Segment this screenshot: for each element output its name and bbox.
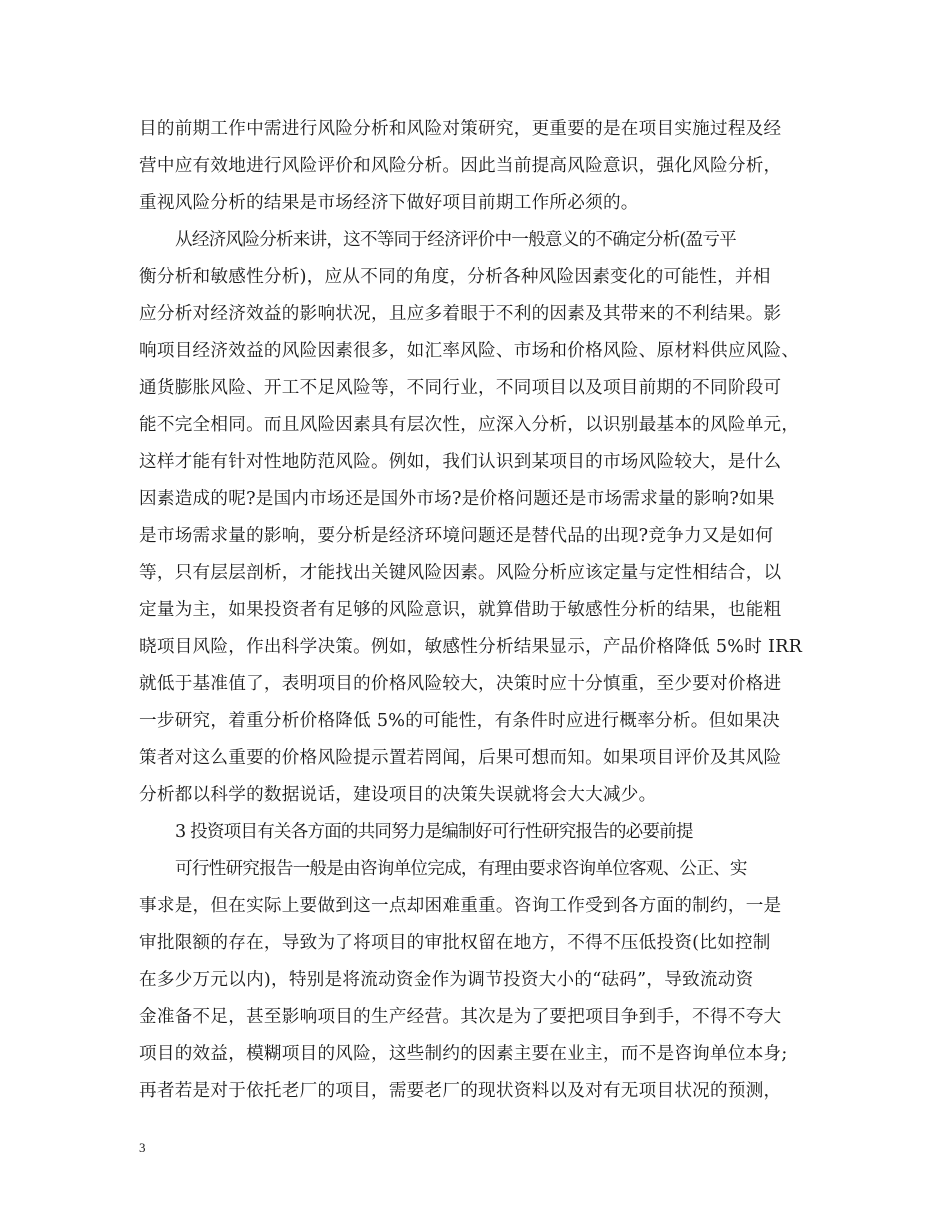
paragraph-3-line: 在多少万元以内)，特别是将流动资金作为调节投资大小的“砝码”，导致流动资	[139, 970, 754, 990]
paragraph-2-line: 能不完全相同。而且风险因素具有层次性，应深入分析，以识别最基本的风险单元，	[139, 415, 800, 435]
paragraph-2-line: 晓项目风险，作出科学决策。例如，敏感性分析结果显示，产品价格降低 5%时 IRR	[139, 637, 803, 657]
paragraph-2-line: 通货膨胀风险、开工不足风险等，不同行业，不同项目以及项目前期的不同阶段可	[139, 378, 782, 398]
section-heading: 3 投资项目有关各方面的共同努力是编制好可行性研究报告的必要前提	[175, 822, 693, 842]
paragraph-2-line: 因素造成的呢?是国内市场还是国外市场?是价格问题还是市场需求量的影响?如果	[139, 489, 775, 509]
paragraph-2-line: 策者对这么重要的价格风险提示置若罔闻，后果可想而知。如果项目评价及其风险	[139, 748, 782, 768]
paragraph-2-line: 应分析对经济效益的影响状况，且应多着眼于不利的因素及其带来的不利结果。影	[139, 304, 782, 324]
paragraph-2-line: 是市场需求量的影响，要分析是经济环境问题还是替代品的出现?竞争力又是如何	[139, 526, 774, 546]
paragraph-3-line: 再者若是对于依托老厂的项目，需要老厂的现状资料以及对有无项目状况的预测，	[139, 1081, 782, 1101]
paragraph-1-line: 营中应有效地进行风险评价和风险分析。因此当前提高风险意识，强化风险分析，	[139, 156, 782, 176]
paragraph-2-line: 响项目经济效益的风险因素很多，如汇率风险、市场和价格风险、原材料供应风险、	[139, 341, 800, 361]
paragraph-3-line: 可行性研究报告一般是由咨询单位完成，有理由要求咨询单位客观、公正、实	[175, 859, 747, 879]
paragraph-2-line: 就低于基准值了，表明项目的价格风险较大，决策时应十分慎重，至少要对价格进	[139, 674, 782, 694]
paragraph-3-line: 事求是，但在实际上要做到这一点却困难重重。咨询工作受到各方面的制约，一是	[139, 896, 782, 916]
paragraph-3-line: 项目的效益，模糊项目的风险，这些制约的因素主要在业主，而不是咨询单位本身;	[139, 1044, 788, 1064]
paragraph-2-line: 这样才能有针对性地防范风险。例如，我们认识到某项目的市场风险较大，是什么	[139, 452, 782, 472]
paragraph-2-line: 一步研究，着重分析价格降低 5%的可能性，有条件时应进行概率分析。但如果决	[139, 711, 780, 731]
paragraph-2-line: 等，只有层层剖析，才能找出关键风险因素。风险分析应该定量与定性相结合，以	[139, 563, 782, 583]
paragraph-1-line: 目的前期工作中需进行风险分析和风险对策研究，更重要的是在项目实施过程及经	[139, 119, 782, 139]
paragraph-3-line: 金准备不足，甚至影响项目的生产经营。其次是为了要把项目争到手，不得不夸大	[139, 1007, 782, 1027]
paragraph-2-line: 分析都以科学的数据说话，建设项目的决策失误就将会大大减少。	[139, 785, 657, 805]
paragraph-2-line: 衡分析和敏感性分析)，应从不同的角度，分析各种风险因素变化的可能性，并相	[139, 267, 771, 287]
paragraph-2-line: 定量为主，如果投资者有足够的风险意识，就算借助于敏感性分析的结果，也能粗	[139, 600, 782, 620]
paragraph-1-line: 重视风险分析的结果是市场经济下做好项目前期工作所必须的。	[139, 193, 639, 213]
paragraph-3-line: 审批限额的存在，导致为了将项目的审批权留在地方，不得不压低投资(比如控制	[139, 933, 771, 953]
page-number: 3	[139, 1140, 146, 1155]
paragraph-2-line: 从经济风险分析来讲，这不等同于经济评价中一般意义的不确定分析(盈亏平	[175, 230, 736, 250]
